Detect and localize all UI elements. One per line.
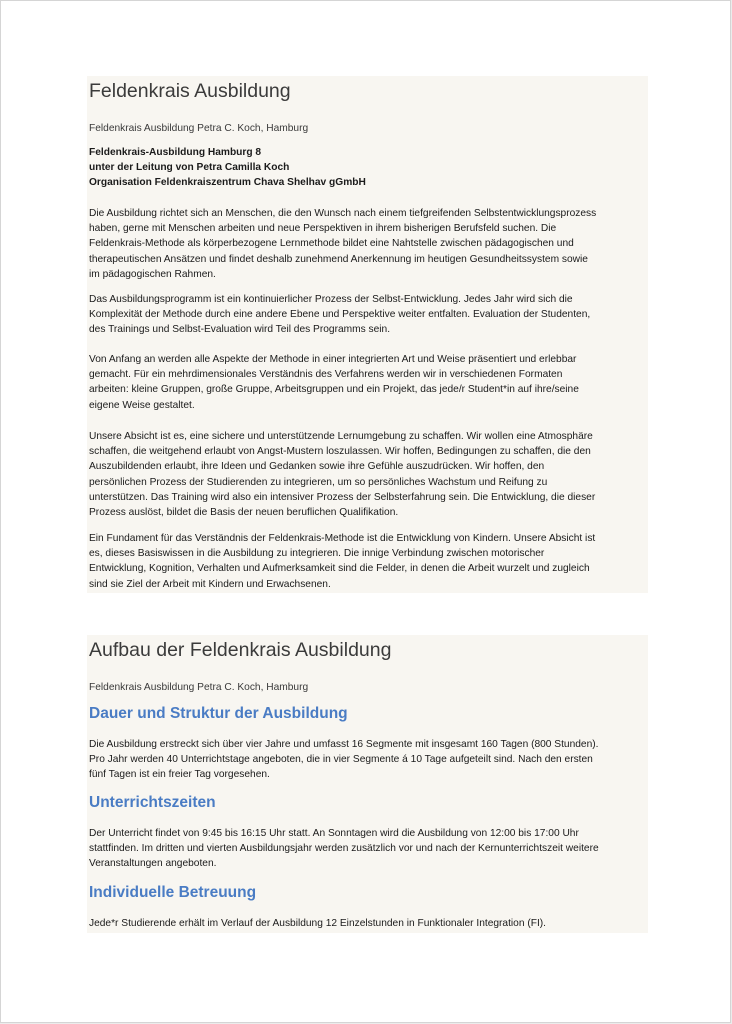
section-title: Aufbau der Feldenkrais Ausbildung bbox=[89, 639, 392, 661]
paragraph-line: Auszubildenden erlaubt, ihre Ideen und Gedanken sowie ihre Gefühle auszudrücken. Wir hoffen, den bbox=[89, 461, 545, 473]
paragraph-line: es, dieses Basiswissen in die Ausbildung zu integrieren. Die innige Verbindung zwischen motorischer bbox=[89, 548, 545, 560]
paragraph bbox=[89, 352, 645, 413]
intro-line: Feldenkrais-Ausbildung Hamburg 8 bbox=[89, 147, 262, 158]
paragraph-line: sind sie Ziel der Arbeit mit Kindern und Erwachsenen. bbox=[89, 578, 331, 590]
subsection-heading: Individuelle Betreuung bbox=[89, 884, 257, 901]
subsection-text bbox=[89, 737, 645, 783]
subsection-text bbox=[89, 826, 645, 872]
paragraph-line: Entwicklung, Kognition, Verhalten und Aufmerksamkeit sind die Felder, in denen die Arbeit wurzelt und zugleich bbox=[89, 563, 590, 575]
paragraph-line: des Trainings und Selbst-Evaluation wird Teil des Programms sein. bbox=[89, 324, 391, 336]
section-subtitle: Feldenkrais Ausbildung Petra C. Koch, Hamburg bbox=[89, 682, 309, 693]
paragraph-line: Das Ausbildungsprogramm ist ein kontinuierlicher Prozess der Selbst-Entwicklung. Jedes Jahr wird sich die bbox=[89, 294, 573, 305]
paragraph-line: Komplexität der Methode durch eine andere Ebene und Perspektive weiter entfalten. Evaluation der Studenten, bbox=[89, 309, 591, 321]
paragraph bbox=[89, 292, 645, 338]
paragraph-line: Veranstaltungen angeboten. bbox=[89, 858, 217, 870]
paragraph bbox=[89, 206, 645, 282]
paragraph-line: Von Anfang an werden alle Aspekte der Methode in einer integrierten Art und Weise präsentiert und erlebbar bbox=[89, 354, 577, 365]
paragraph-line: eigene Weise gestaltet. bbox=[89, 399, 195, 411]
paragraph-line: therapeutischen Ansätzen und findet deshalb zunehmend Anerkennung im heutigen Gesundheitssystem sowie bbox=[89, 253, 588, 265]
paragraph-line: Prozess auslöst, bildet die Basis der neuen beruflichen Qualifikation. bbox=[89, 507, 399, 519]
intro-line: Organisation Feldenkraiszentrum Chava Shelhav gGmbH bbox=[89, 177, 366, 189]
document-page bbox=[1, 1, 730, 1022]
paragraph-line: haben, gerne mit Menschen arbeiten und neue Perspektiven in ihrem bisherigen Berufsfeld suchen. Die bbox=[89, 223, 557, 235]
subsection-text bbox=[89, 916, 645, 931]
paragraph-line: Die Ausbildung erstreckt sich über vier Jahre und umfasst 16 Segmente mit insgesamt 160 Tagen (800 Stunden). bbox=[89, 739, 599, 750]
paragraph-line: im pädagogischen Rahmen. bbox=[89, 268, 216, 280]
section-subtitle: Feldenkrais Ausbildung Petra C. Koch, Hamburg bbox=[89, 123, 309, 134]
intro-line: unter der Leitung von Petra Camilla Koch bbox=[89, 162, 290, 174]
paragraph-line: Pro Jahr werden 40 Unterrichtstage angeboten, die in vier Segmente á 10 Tage aufgeteilt sind. Nach den ersten bbox=[89, 754, 593, 766]
intro-block bbox=[89, 145, 645, 191]
paragraph-line: Feldenkrais-Methode als körperbezogene Lernmethode bildet eine Nahtstelle zwischen pädagogischen und bbox=[89, 238, 574, 250]
paragraph-line: Jede*r Studierende erhält im Verlauf der Ausbildung 12 Einzelstunden in Funktionaler Integration (FI). bbox=[89, 918, 547, 929]
section-feldenkrais-ausbildung bbox=[87, 76, 648, 593]
paragraph-line: gemacht. Für ein mehrdimensionales Verständnis des Verfahrens werden wir in verschiedenen Formaten bbox=[89, 369, 563, 381]
paragraph bbox=[89, 531, 645, 592]
section-title: Feldenkrais Ausbildung bbox=[89, 80, 291, 102]
paragraph-line: fünf Tagen ist ein freier Tag vorgesehen. bbox=[89, 769, 270, 781]
paragraph-line: schaffen, die weitgehend erlaubt von Angst-Mustern loszulassen. Wir hoffen, Bedingungen zu schaffen, die den bbox=[89, 446, 591, 458]
subsection-heading: Unterrichtszeiten bbox=[89, 794, 216, 811]
paragraph bbox=[89, 429, 645, 520]
paragraph-line: Der Unterricht findet von 9:45 bis 16:15 Uhr statt. An Sonntagen wird die Ausbildung von 12:00 bis 17:00 Uhr bbox=[89, 828, 579, 839]
paragraph-line: stattfinden. Im dritten und vierten Ausbildungsjahr werden zusätzlich vor und nach der Kernunterrichtszeit weitere bbox=[89, 843, 599, 855]
paragraph-line: Ein Fundament für das Verständnis der Feldenkrais-Methode ist die Entwicklung von Kindern. Unsere Absicht ist bbox=[89, 533, 596, 544]
paragraph-line: arbeiten: kleine Gruppen, große Gruppe, Arbeitsgruppen und ein Projekt, das jede/r Student*in auf ihre/seine bbox=[89, 384, 579, 396]
subsection-heading: Dauer und Struktur der Ausbildung bbox=[89, 705, 348, 722]
paragraph-line: unterstützen. Das Training wird also ein intensiver Prozess der Selbsterfahrung sein. Die Entwicklung, die dieser bbox=[89, 491, 596, 503]
paragraph-line: Die Ausbildung richtet sich an Menschen, die den Wunsch nach einem tiefgreifenden Selbstentwicklungsprozess bbox=[89, 208, 597, 219]
paragraph-line: Unsere Absicht ist es, eine sichere und unterstützende Lernumgebung zu schaffen. Wir wollen eine Atmosphäre bbox=[89, 431, 593, 442]
paragraph-line: persönlichen Prozess der Studierenden zu integrieren, um so persönliches Wachstum und Reifung zu bbox=[89, 476, 548, 488]
section-aufbau bbox=[87, 635, 648, 933]
